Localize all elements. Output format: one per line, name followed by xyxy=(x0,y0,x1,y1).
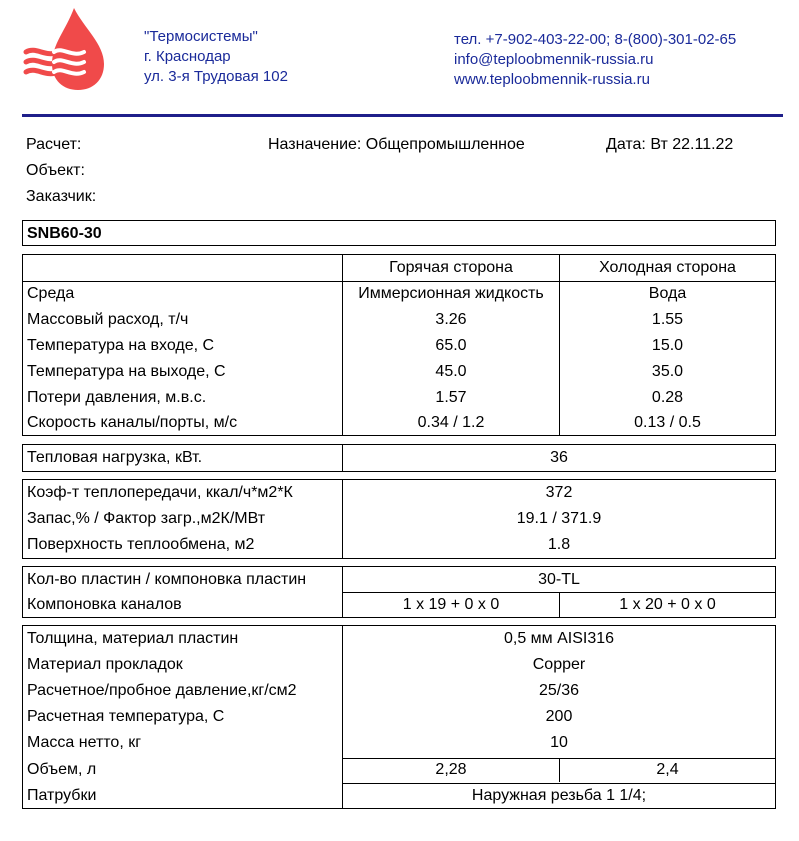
date-text: Дата: Вт 22.11.22 xyxy=(606,136,734,153)
param-cold-value: 0.13 / 0.5 xyxy=(634,414,701,431)
calc-label: Расчет: xyxy=(26,136,82,153)
hot-side-header: Горячая сторона xyxy=(389,259,513,276)
thermal-value: 19.1 / 371.9 xyxy=(516,510,602,527)
plates-count-value: 30-TL xyxy=(538,571,580,588)
heat-load-label: Тепловая нагрузка, кВт. xyxy=(27,449,203,466)
params-table xyxy=(22,254,776,436)
contacts-block xyxy=(454,30,736,90)
construction-label: Масса нетто, кг xyxy=(27,734,142,751)
company-address: ул. 3-я Трудовая 102 xyxy=(144,68,288,85)
channels-label: Компоновка каналов xyxy=(27,596,182,613)
param-label: Потери давления, м.в.с. xyxy=(27,389,207,406)
param-hot-value: Иммерсионная жидкость xyxy=(358,285,544,302)
volume-cold-value: 2,4 xyxy=(656,761,679,778)
email-link[interactable]: info@teploobmennik-russia.ru xyxy=(454,51,654,68)
channels-cold-value: 1 x 20 + 0 x 0 xyxy=(619,596,716,613)
model-name: SNB60-30 xyxy=(27,225,102,242)
param-label: Температура на входе, С xyxy=(27,337,215,354)
model-box xyxy=(22,220,776,246)
plates-box xyxy=(22,566,776,618)
company-city: г. Краснодар xyxy=(144,48,231,65)
construction-label: Расчетная температура, С xyxy=(27,708,225,725)
param-hot-value: 45.0 xyxy=(435,363,467,380)
construction-label: Расчетное/пробное давление,кг/см2 xyxy=(27,682,297,699)
company-name: "Термосистемы" xyxy=(144,28,258,45)
nozzles-value: Наружная резьба 1 1/4; xyxy=(471,787,647,804)
phone-text: тел. +7-902-403-22-00; 8-(800)-301-02-65 xyxy=(454,31,737,48)
nozzles-label: Патрубки xyxy=(27,787,97,804)
heat-load-value: 36 xyxy=(550,449,568,466)
construction-label: Толщина, материал пластин xyxy=(27,630,239,647)
heat-load-box xyxy=(22,444,776,472)
param-cold-value: 0.28 xyxy=(651,389,684,406)
construction-value: 0,5 мм AISI316 xyxy=(503,630,615,647)
purpose-text: Назначение: Общепромышленное xyxy=(268,136,525,153)
construction-value: Copper xyxy=(532,656,586,673)
param-label: Массовый расход, т/ч xyxy=(27,311,189,328)
drop-logo-icon xyxy=(22,6,110,92)
company-block xyxy=(144,27,288,87)
param-hot-value: 65.0 xyxy=(435,337,467,354)
param-cold-value: 35.0 xyxy=(651,363,684,380)
param-label: Скорость каналы/порты, м/с xyxy=(27,414,238,431)
thermal-box xyxy=(22,479,776,559)
construction-label: Материал прокладок xyxy=(27,656,183,673)
construction-value: 200 xyxy=(545,708,573,725)
volume-label: Объем, л xyxy=(27,761,97,778)
volume-hot-value: 2,28 xyxy=(435,761,467,778)
customer-label: Заказчик: xyxy=(26,188,97,205)
param-label: Среда xyxy=(27,285,75,302)
website-link[interactable]: www.teploobmennik-russia.ru xyxy=(454,71,650,88)
param-hot-value: 1.57 xyxy=(435,389,467,406)
param-cold-value: Вода xyxy=(648,285,687,302)
construction-value: 10 xyxy=(550,734,568,751)
param-hot-value: 3.26 xyxy=(435,311,467,328)
thermal-label: Поверхность теплообмена, м2 xyxy=(27,536,255,553)
object-label: Объект: xyxy=(26,162,85,179)
thermal-label: Запас,% / Фактор загр.,м2К/МВт xyxy=(27,510,266,527)
param-hot-value: 0.34 / 1.2 xyxy=(417,414,485,431)
construction-value: 25/36 xyxy=(538,682,580,699)
cold-side-header: Холодная сторона xyxy=(599,259,736,276)
channels-hot-value: 1 x 19 + 0 x 0 xyxy=(402,596,500,613)
thermal-label: Коэф-т теплопередачи, ккал/ч*м2*К xyxy=(27,484,293,501)
thermal-value: 372 xyxy=(545,484,573,501)
param-cold-value: 15.0 xyxy=(651,337,684,354)
header-divider xyxy=(22,114,783,117)
param-cold-value: 1.55 xyxy=(651,311,684,328)
construction-box xyxy=(22,625,776,809)
param-label: Температура на выходе, С xyxy=(27,363,226,380)
plates-count-label: Кол-во пластин / компоновка пластин xyxy=(27,571,307,588)
thermal-value: 1.8 xyxy=(547,536,571,553)
